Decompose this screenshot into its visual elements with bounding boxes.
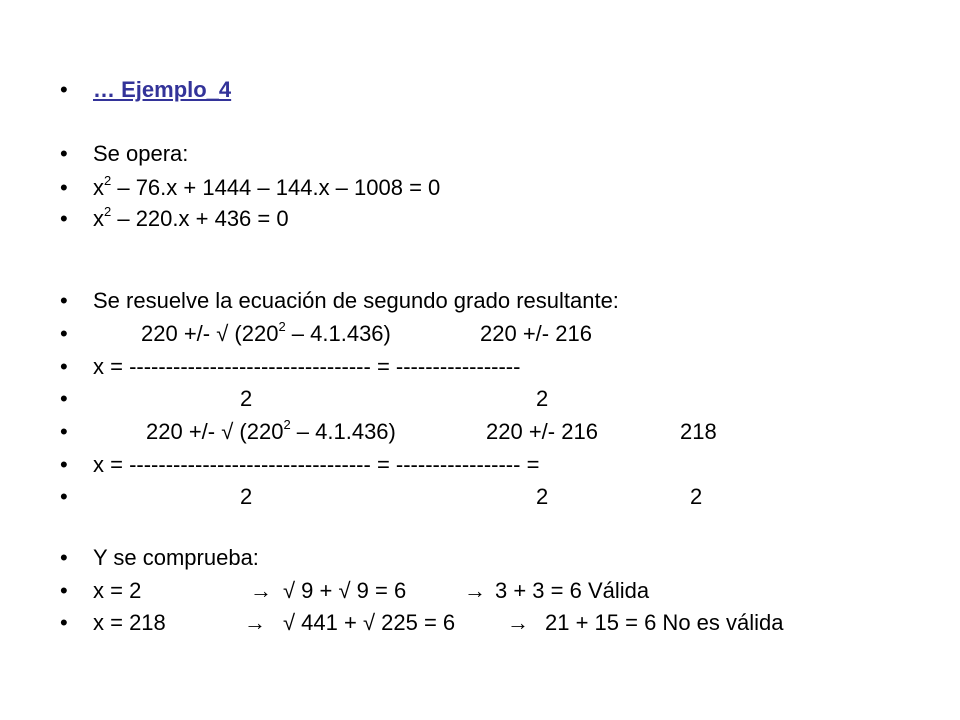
bullet: •: [60, 386, 68, 411]
bullet: •: [60, 452, 68, 477]
numerator-right: 220 +/- 216: [480, 321, 592, 346]
numerator-left-a: 220 +/- √ (220: [141, 321, 279, 346]
numerator-left: [146, 416, 396, 445]
fraction-bar-text: x = --------------------------------- = -----------------: [93, 354, 521, 379]
arrow-right-icon: →: [250, 578, 272, 603]
check-roots: √ 9 + √ 9 = 6: [283, 578, 407, 603]
bullet: •: [60, 288, 68, 313]
check-roots: √ 441 + √ 225 = 6: [283, 610, 456, 635]
check-solution: x = 2: [93, 578, 142, 603]
equation-rest: – 220.x + 436 = 0: [111, 206, 289, 231]
equation-text: [93, 203, 289, 232]
line-text: Se opera:: [93, 141, 189, 166]
exponent: 2: [278, 318, 286, 334]
denominator-right: 2: [536, 484, 549, 509]
variable: x: [93, 206, 104, 231]
bullet: •: [60, 419, 68, 444]
slide-title: … Ejemplo_4: [93, 77, 232, 102]
variable: x: [93, 175, 104, 200]
denominator-left: 2: [240, 386, 253, 411]
line-text: Se resuelve la ecuación de segundo grado resultante:: [93, 288, 619, 313]
bullet: •: [60, 206, 68, 231]
line-text: Y se comprueba:: [93, 545, 259, 570]
bullet: •: [60, 77, 68, 102]
exponent: 2: [104, 172, 112, 188]
check-result: 3 + 3 = 6 Válida: [495, 578, 650, 603]
equation-rest: – 76.x + 1444 – 144.x – 1008 = 0: [111, 175, 441, 200]
bullet: •: [60, 321, 68, 346]
bullet: •: [60, 484, 68, 509]
check-solution: x = 218: [93, 610, 166, 635]
bullet: •: [60, 354, 68, 379]
check-result: 21 + 15 = 6 No es válida: [545, 610, 784, 635]
numerator-left-b: – 4.1.436): [290, 419, 396, 444]
exponent: 2: [283, 416, 291, 432]
bullet: •: [60, 545, 68, 570]
denominator-right: 2: [536, 386, 549, 411]
bullet: •: [60, 610, 68, 635]
numerator-left: [141, 318, 391, 347]
arrow-right-icon: →: [464, 578, 486, 603]
arrow-right-icon: →: [507, 610, 529, 635]
result-value: 218: [680, 419, 717, 444]
denominator-left: 2: [240, 484, 253, 509]
fraction-bar-text: x = --------------------------------- = ----------------- =: [93, 452, 540, 477]
arrow-right-icon: →: [244, 610, 266, 635]
numerator-left-b: – 4.1.436): [285, 321, 391, 346]
result-denominator: 2: [690, 484, 703, 509]
bullet: •: [60, 141, 68, 166]
exponent: 2: [104, 203, 112, 219]
numerator-right: 220 +/- 216: [486, 419, 598, 444]
bullet: •: [60, 578, 68, 603]
equation-text: [93, 172, 441, 201]
numerator-left-a: 220 +/- √ (220: [146, 419, 284, 444]
bullet: •: [60, 175, 68, 200]
